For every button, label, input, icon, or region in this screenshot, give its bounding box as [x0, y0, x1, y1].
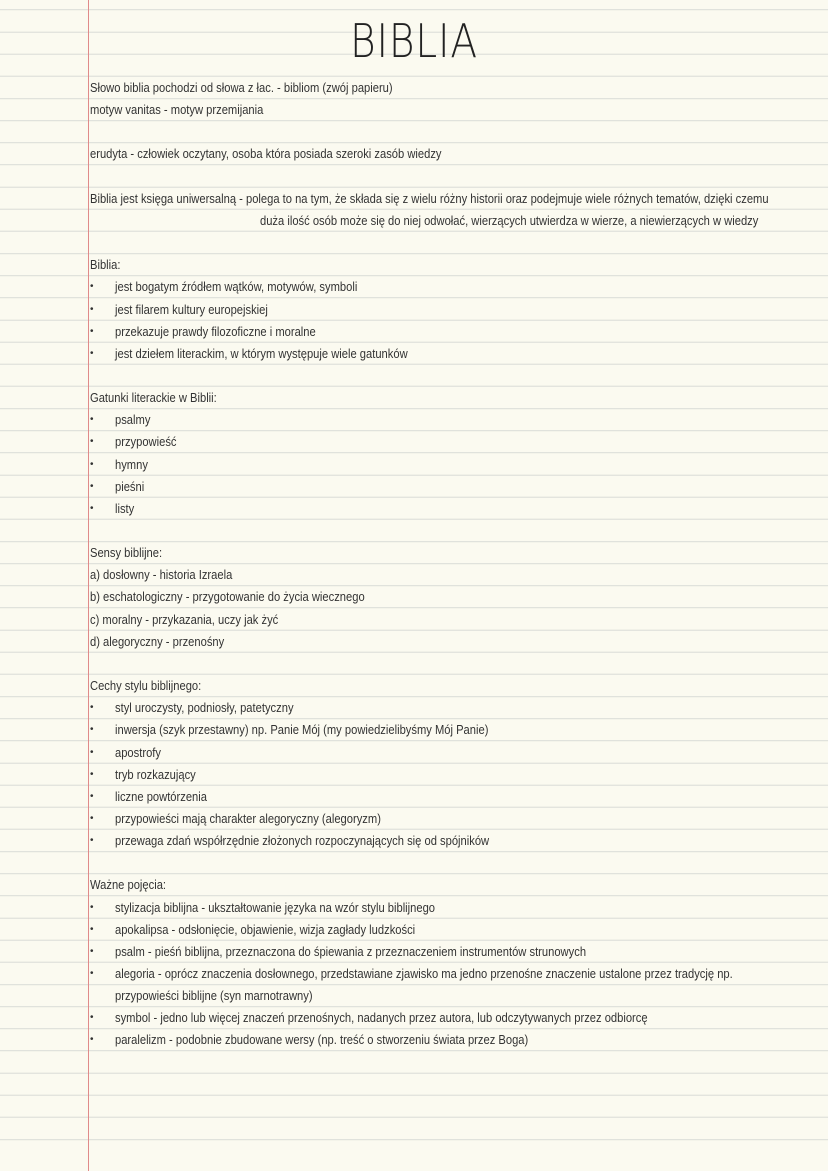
note-line: erudyta - człowiek oczytany, osoba która posiada szeroki zasób wiedzy	[90, 146, 442, 162]
bullet-marker: •	[90, 945, 94, 957]
bullet-marker: •	[90, 347, 94, 359]
note-line: Ważne pojęcia:	[90, 877, 167, 893]
bullet-marker: •	[90, 303, 94, 315]
note-line: Cechy stylu biblijnego:	[90, 678, 202, 694]
bullet-marker: •	[90, 436, 94, 448]
page-title: BIBLIA	[350, 14, 478, 68]
list-item: alegoria - oprócz znaczenia dosłownego, przedstawiane zjawisko ma jedno przenośne znaczenie ustalone przez tradycję np.	[115, 966, 733, 981]
bullet-marker: •	[90, 702, 94, 714]
list-item: tryb rozkazujący	[115, 766, 196, 782]
bullet-marker: •	[90, 1012, 94, 1024]
bullet-marker: •	[90, 1034, 94, 1046]
note-line: przypowieści biblijne (syn marnotrawny)	[115, 988, 313, 1004]
list-item: jest filarem kultury europejskiej	[115, 301, 268, 317]
list-item: przekazuje prawdy filozoficzne i moralne	[115, 323, 316, 339]
margin-line	[88, 0, 89, 1171]
bullet-marker: •	[90, 480, 94, 492]
note-line: a) dosłowny - historia Izraela	[90, 567, 233, 583]
bullet-marker: •	[90, 923, 94, 935]
note-line: Biblia jest księga uniwersalną - polega to na tym, że składa się z wielu różny historii oraz podejmuje wiele różnych tematów, dzięki czemu	[90, 190, 769, 206]
list-item: przypowieść	[115, 434, 177, 450]
note-line: motyw vanitas - motyw przemijania	[90, 102, 264, 118]
list-item: styl uroczysty, podniosły, patetyczny	[115, 700, 294, 716]
bullet-marker: •	[90, 812, 94, 824]
list-item: psalm - pieśń biblijna, przeznaczona do śpiewania z przeznaczeniem instrumentów strunowych	[115, 943, 587, 959]
list-item: apostrofy	[115, 744, 161, 760]
bullet-marker: •	[90, 746, 94, 758]
bullet-marker: •	[90, 502, 94, 514]
list-item: apokalipsa - odsłonięcie, objawienie, wizja zagłady ludzkości	[115, 921, 416, 937]
bullet-marker: •	[90, 414, 94, 426]
note-line: Słowo biblia pochodzi od słowa z łac. - bibliom (zwój papieru)	[90, 80, 393, 95]
bullet-marker: •	[90, 325, 94, 337]
list-item: listy	[115, 500, 135, 516]
list-item: symbol - jedno lub więcej znaczeń przenośnych, nadanych przez autora, lub odczytywanych przez odbiorcę	[115, 1010, 648, 1026]
note-line: d) alegoryczny - przenośny	[90, 633, 225, 649]
list-item: paralelizm - podobnie zbudowane wersy (np. treść o stworzeniu świata przez Boga)	[115, 1032, 529, 1048]
bullet-marker: •	[90, 768, 94, 780]
bullet-marker: •	[90, 835, 94, 847]
bullet-marker: •	[90, 724, 94, 736]
note-line: b) eschatologiczny - przygotowanie do życia wiecznego	[90, 589, 365, 605]
note-line: Sensy biblijne:	[90, 545, 163, 561]
list-item: jest bogatym źródłem wątków, motywów, symboli	[115, 279, 358, 295]
list-item: hymny	[115, 456, 148, 472]
list-item: jest dziełem literackim, w którym występuje wiele gatunków	[115, 345, 408, 361]
list-item: pieśni	[115, 478, 145, 494]
note-line: duża ilość osób może się do niej odwołać, wierzących utwierdza w wierze, a niewierzących w wiedzy	[260, 212, 759, 228]
list-item: inwersja (szyk przestawny) np. Panie Mój (my powiedzielibyśmy Mój Panie)	[115, 722, 489, 738]
note-line: Biblia:	[90, 257, 121, 273]
bullet-marker: •	[90, 281, 94, 293]
bullet-marker: •	[90, 968, 94, 979]
note-line: c) moralny - przykazania, uczy jak żyć	[90, 611, 279, 627]
list-item: przewaga zdań współrzędnie złożonych rozpoczynających się od spójników	[115, 833, 490, 849]
list-item: przypowieści mają charakter alegoryczny (alegoryzm)	[115, 810, 381, 826]
note-line: Gatunki literackie w Biblii:	[90, 390, 217, 406]
list-item: stylizacja biblijna - ukształtowanie języka na wzór stylu biblijnego	[115, 899, 436, 915]
bullet-marker: •	[90, 901, 94, 913]
list-item: liczne powtórzenia	[115, 788, 207, 804]
bullet-marker: •	[90, 790, 94, 802]
bullet-marker: •	[90, 458, 94, 470]
list-item: psalmy	[115, 412, 151, 428]
